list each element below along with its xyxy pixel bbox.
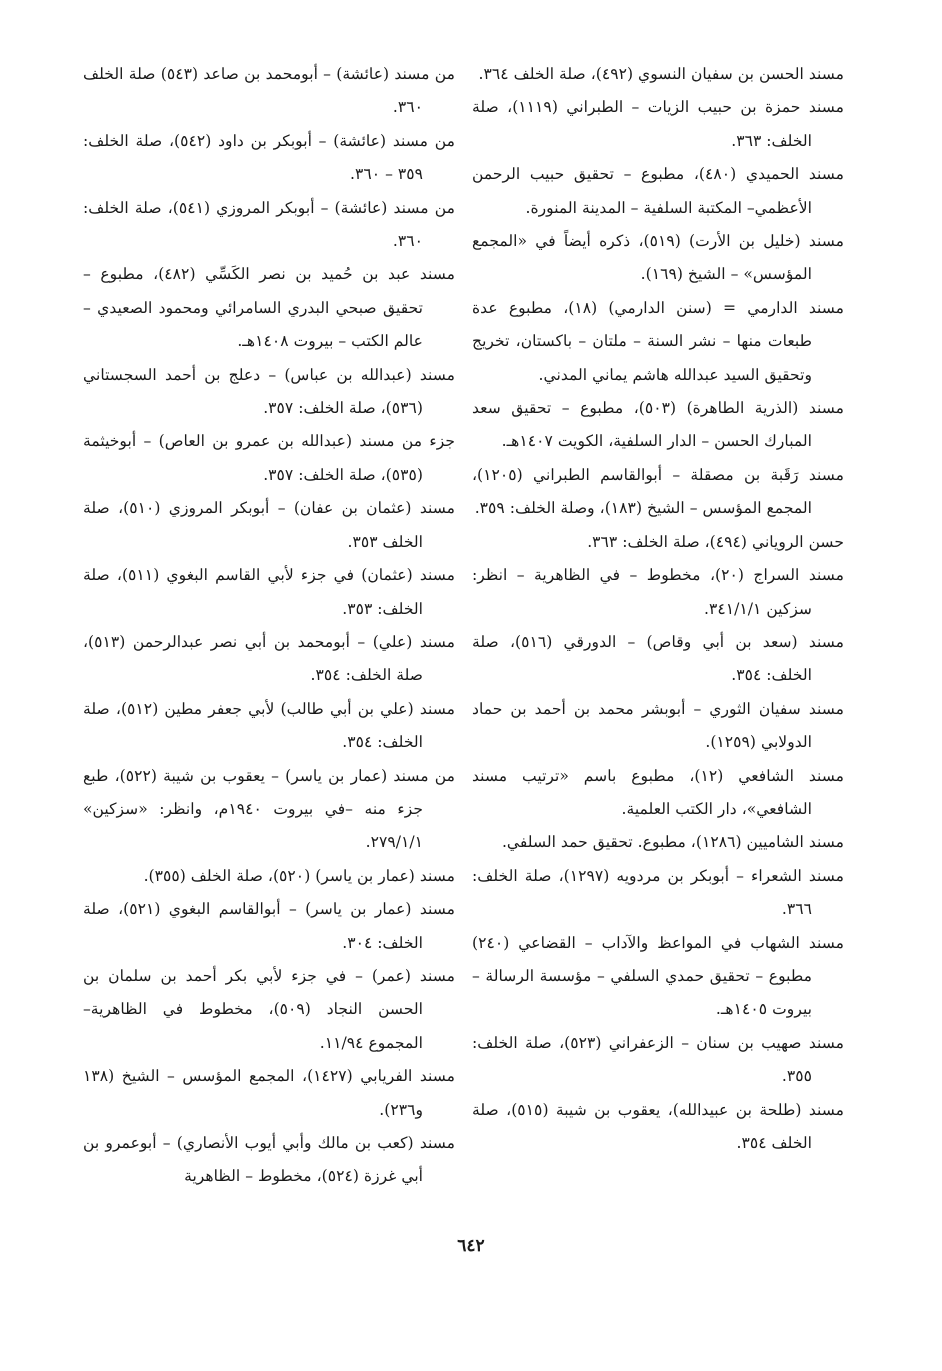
index-entry: مسند (عثمان) في جزء لأبي القاسم البغوي (٥١١)، صلة الخلف: ٣٥٣. (83, 566, 455, 618)
index-entry: من مسند (عائشة) – أبوبكر المروزي (٥٤١)، صلة الخلف: ٣٦٠. (83, 198, 455, 251)
index-entry: مسند (عثمان بن عفان) – أبوبكر المروزي (٥١٠)، صلة الخلف ٣٥٣. (83, 499, 455, 551)
index-entry: مسند الدارمي = (سنن الدارمي) (١٨)، مطبوع عدة طبعات منها – نشر السنة – ملتان – باكستان، تخريج وتحقيق السيد عبدالله هاشم يماني المدني. (472, 298, 844, 384)
index-entry: مسند الشعراء – أبوبكر بن مردويه (١٢٩٧)، صلة الخلف: ٣٦٦. (472, 866, 844, 919)
left-column (83, 58, 455, 1194)
index-entry: مسند (عبدالله بن عباس) – دعلج بن أحمد السجستاني (٥٣٦)، صلة الخلف: ٣٥٧. (83, 365, 455, 418)
index-entry: مسند (علي بن أبي طالب) لأبي جعفر مطين (٥١٢)، صلة الخلف: ٣٥٤. (83, 699, 455, 752)
index-entry: مسند الشهاب في المواعظ والآداب – القضاعي (٢٤٠) مطبوع – تحقيق حمدي السلفي – مؤسسة الرسالة – بيروت ١٤٠٥هـ. (472, 933, 844, 1019)
index-entry: من مسند (عائشة) – أبومحمد بن صاعد (٥٤٣) صلة الخلف ٣٦٠. (83, 65, 455, 117)
index-entry: مسند رَقَبة بن مصقلة – أبوالقاسم الطبراني (١٢٠٥)، المجمع المؤسس – الشيخ (١٨٣)، وصلة الخلف: ٣٥٩. (472, 465, 844, 518)
index-entry: مسند (طلحة بن عبيدالله)، يعقوب بن شيبة (٥١٥)، صلة الخلف ٣٥٤. (472, 1100, 844, 1152)
index-entry: من مسند (عائشة) – أبوبكر بن داود (٥٤٢)، صلة الخلف: ٣٥٩ – ٣٦٠. (83, 131, 455, 184)
page-number: ٦٤٢ (457, 1236, 485, 1256)
index-entry: مسند الحميدي (٤٨٠)، مطبوع – تحقيق حبيب الرحمن الأعظمي– المكتبة السلفية – المدينة المنورة. (472, 165, 844, 217)
index-entry: مسند صهيب بن سنان – الزعفراني (٥٢٣)، صلة الخلف: ٣٥٥. (472, 1033, 844, 1086)
index-entry: مسند (عمر) – في جزء لأبي بكر أحمد بن سلمان بن الحسن النجاد (٥٠٩)، مخطوط في الظاهرية–المجموع ١١/٩٤. (83, 966, 455, 1052)
index-entry: من مسند (عمار بن ياسر) – يعقوب بن شيبة (٥٢٢)، طبع جزء منه –في بيروت ١٩٤٠م، وانظر: «سزكين» ٢٧٩/١/١. (83, 766, 455, 852)
index-entry: مسند الشافعي (١٢)، مطبوع باسم «ترتيب مسند الشافعي»، دار الكتب العلمية. (472, 766, 844, 818)
index-entry: مسند سفيان الثوري – أبوبشر محمد بن أحمد بن حماد الدولابي (١٢٥٩). (472, 699, 844, 752)
index-entry: مسند الحسن بن سفيان النسوي (٤٩٢)، صلة الخلف ٣٦٤. (478, 65, 844, 83)
index-entry: مسند (عمار بن ياسر) (٥٢٠)، صلة الخلف (٣٥٥). (143, 866, 455, 885)
index-entry: مسند الفريابي (١٤٢٧)، المجمع المؤسس – الشيخ (١٣٨ و٢٣٦). (83, 1067, 455, 1119)
right-column (472, 58, 844, 1160)
index-entry: مسند السراج (٢٠)، مخطوط – في الظاهرية – انظر: سزكين ٣٤١/١/١. (472, 566, 844, 618)
index-entry: مسند (كعب بن مالك وأبي أيوب الأنصاري) – أبوعمرو بن أبي غرزة (٥٢٤)، مخطوط – الظاهرية (83, 1134, 455, 1186)
index-entry: مسند (سعد بن أبي وقاص) – الدورقي (٥١٦)، صلة الخلف: ٣٥٤. (472, 632, 844, 685)
index-entry: مسند (علي) – أبومحمد بن أبي نصر عبدالرحمن (٥١٣)، صلة الخلف: ٣٥٤. (83, 632, 455, 685)
index-entry: مسند حمزة بن حبيب الزيات – الطبراني (١١١٩)، صلة الخلف: ٣٦٣. (472, 98, 844, 150)
index-entry: مسند عبد بن حُميد بن نصر الكَسِّي (٤٨٢)، مطبوع – تحقيق صبحي البدري السامرائي ومحمود الصعيدي – عالم الكتب – بيروت ١٤٠٨هـ. (83, 265, 455, 351)
index-entry: حسن الروياني (٤٩٤)، صلة الخلف: ٣٦٣. (587, 532, 844, 551)
index-entry: مسند (الذرية الطاهرة) (٥٠٣)، مطبوع – تحقيق سعد المبارك الحسن – الدار السلفية، الكويت ١٤٠٧هـ. (472, 399, 844, 451)
index-entry: مسند الشاميين (١٢٨٦)، مطبوع. تحقيق حمد السلفي. (501, 833, 844, 852)
index-entry: مسند (عمار بن ياسر) – أبوالقاسم البغوي (٥٢١)، صلة الخلف: ٣٠٤. (83, 900, 455, 952)
index-entry: جزء من مسند (عبدالله بن عمرو بن العاص) – أبوخيثمة (٥٣٥)، صلة الخلف: ٣٥٧. (83, 432, 455, 484)
index-entry: مسند (خليل بن الأرت) (٥١٩)، ذكره أيضاً في «المجمع المؤسس» – الشيخ (١٦٩). (472, 232, 844, 284)
